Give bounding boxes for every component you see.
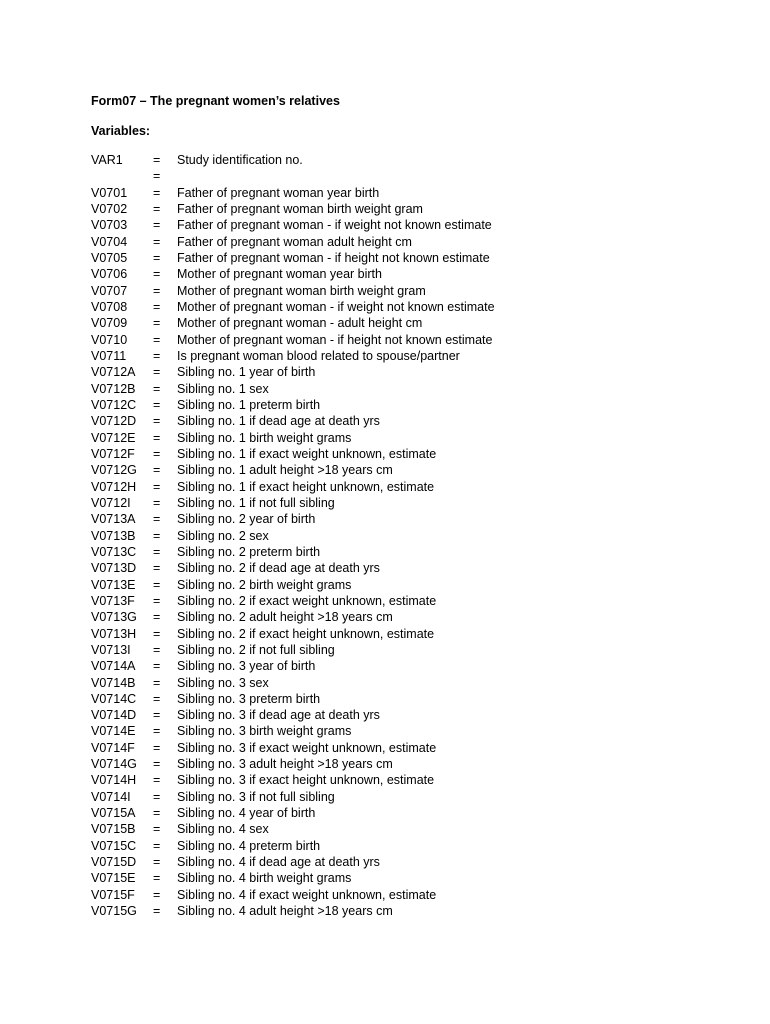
variable-row	[91, 707, 577, 723]
variable-code: V0713H	[91, 626, 137, 641]
equals-sign: =	[153, 528, 161, 543]
variable-description: Sibling no. 3 if exact weight unknown, estimate	[177, 740, 437, 755]
variable-row	[91, 446, 577, 462]
variable-row	[91, 185, 577, 201]
variable-code: V0715F	[91, 887, 135, 902]
variable-row	[91, 315, 577, 331]
variable-description: Mother of pregnant woman year birth	[177, 267, 382, 282]
variable-row	[91, 250, 577, 266]
equals-sign: =	[153, 169, 161, 184]
variable-description: Sibling no. 1 if dead age at death yrs	[177, 414, 380, 429]
variable-code: V0713G	[91, 610, 137, 625]
variable-row	[91, 691, 577, 707]
variable-row	[91, 217, 577, 233]
variable-code	[91, 168, 153, 184]
equals-sign: =	[153, 724, 161, 739]
equals-sign: =	[153, 185, 161, 200]
variable-row	[91, 201, 577, 217]
variable-code: V0714E	[91, 724, 136, 739]
variable-row	[91, 495, 577, 511]
equals-sign: =	[153, 414, 161, 429]
variable-row	[91, 152, 577, 168]
variable-description: Is pregnant woman blood related to spouse/partner	[177, 348, 460, 363]
variable-description: Sibling no. 1 sex	[177, 381, 269, 396]
variable-description: Mother of pregnant woman - if weight not known estimate	[177, 299, 495, 314]
equals-sign: =	[153, 512, 161, 527]
variable-row	[91, 821, 577, 837]
variable-row	[91, 528, 577, 544]
variable-description: Sibling no. 1 if exact height unknown, estimate	[177, 479, 435, 494]
equals-sign: =	[153, 708, 161, 723]
variable-code: V0712F	[91, 446, 135, 461]
variable-code: V0712D	[91, 414, 137, 429]
variable-row	[91, 299, 577, 315]
variable-description: Sibling no. 2 if exact weight unknown, estimate	[177, 593, 437, 608]
equals-sign: =	[153, 806, 161, 821]
variable-code: V0714G	[91, 757, 137, 772]
variable-row	[91, 593, 577, 609]
variable-row	[91, 397, 577, 413]
variables-heading: Variables:	[91, 124, 151, 138]
variable-code: V0714H	[91, 773, 137, 788]
equals-sign: =	[153, 463, 161, 478]
document-title: Form07 – The pregnant women’s relatives	[91, 94, 340, 108]
equals-sign: =	[153, 610, 161, 625]
variable-row	[91, 332, 577, 348]
variable-row	[91, 577, 577, 593]
variable-description: Sibling no. 4 preterm birth	[177, 838, 321, 853]
variable-description: Sibling no. 4 year of birth	[177, 806, 316, 821]
equals-sign: =	[153, 642, 161, 657]
variable-row	[91, 642, 577, 658]
equals-sign: =	[153, 544, 161, 559]
variable-code: V0713A	[91, 512, 136, 527]
equals-sign: =	[153, 593, 161, 608]
variable-row	[91, 560, 577, 576]
variable-code: V0713F	[91, 593, 135, 608]
equals-sign: =	[153, 789, 161, 804]
variable-code: V0715C	[91, 838, 137, 853]
equals-sign: =	[153, 316, 161, 331]
variable-code: V0704	[91, 234, 128, 249]
variable-row	[91, 234, 577, 250]
variable-description: Sibling no. 1 birth weight grams	[177, 430, 352, 445]
variable-description: Father of pregnant woman birth weight gram	[177, 201, 423, 216]
equals-sign: =	[153, 691, 161, 706]
variable-description: Sibling no. 3 birth weight grams	[177, 724, 352, 739]
equals-sign: =	[153, 201, 161, 216]
variable-code: V0712G	[91, 463, 137, 478]
variable-row	[91, 658, 577, 674]
variable-description: Father of pregnant woman adult height cm	[177, 234, 412, 249]
variable-description: Sibling no. 3 year of birth	[177, 659, 316, 674]
variable-code: V0713I	[91, 642, 131, 657]
variable-description: Sibling no. 4 birth weight grams	[177, 871, 352, 886]
equals-sign: =	[153, 659, 161, 674]
variable-row	[91, 283, 577, 299]
variable-code: V0714I	[91, 789, 131, 804]
variable-code: V0714D	[91, 708, 137, 723]
variable-description: Sibling no. 4 if dead age at death yrs	[177, 855, 380, 870]
variable-row	[91, 381, 577, 397]
equals-sign: =	[153, 381, 161, 396]
variable-code: V0714B	[91, 675, 136, 690]
variable-code: V0702	[91, 201, 128, 216]
variable-description: Study identification no.	[177, 153, 303, 167]
equals-sign: =	[153, 446, 161, 461]
equals-sign: =	[153, 332, 161, 347]
variable-code: V0703	[91, 218, 128, 233]
equals-sign: =	[153, 773, 161, 788]
variable-description: Father of pregnant woman - if weight not known estimate	[177, 218, 492, 233]
variable-code: V0714F	[91, 740, 135, 755]
variable-description: Sibling no. 2 if dead age at death yrs	[177, 561, 380, 576]
variable-row	[91, 838, 577, 854]
variable-code: V0712I	[91, 495, 131, 510]
variable-description: Sibling no. 3 adult height >18 years cm	[177, 757, 393, 772]
variable-description: Mother of pregnant woman - adult height cm	[177, 316, 423, 331]
variable-description	[177, 168, 577, 184]
variable-code: V0712A	[91, 365, 136, 380]
equals-sign: =	[153, 267, 161, 282]
equals-sign: =	[153, 626, 161, 641]
equals-sign: =	[153, 495, 161, 510]
variable-description: Mother of pregnant woman - if height not known estimate	[177, 332, 493, 347]
equals-sign: =	[153, 218, 161, 233]
variable-row	[91, 789, 577, 805]
variable-code: V0708	[91, 299, 128, 314]
variable-code: V0705	[91, 250, 128, 265]
equals-sign: =	[153, 904, 161, 919]
variable-code: VAR1	[91, 153, 123, 167]
equals-sign: =	[153, 855, 161, 870]
variable-description: Sibling no. 1 adult height >18 years cm	[177, 463, 393, 478]
variable-row	[91, 772, 577, 788]
variable-description: Sibling no. 2 preterm birth	[177, 544, 321, 559]
variable-code: V0710	[91, 332, 128, 347]
variable-code: V0713D	[91, 561, 137, 576]
variable-code: V0714A	[91, 659, 136, 674]
equals-sign: =	[153, 561, 161, 576]
variable-description: Sibling no. 4 if exact weight unknown, estimate	[177, 887, 437, 902]
variable-code: V0715G	[91, 904, 137, 919]
variable-row	[91, 756, 577, 772]
variable-code: V0709	[91, 316, 128, 331]
variable-row	[91, 805, 577, 821]
variable-code: V0711	[91, 348, 127, 363]
equals-sign: =	[153, 283, 161, 298]
variable-code: V0715B	[91, 822, 136, 837]
variable-description: Sibling no. 2 sex	[177, 528, 269, 543]
variable-row	[91, 430, 577, 446]
variable-row	[91, 854, 577, 870]
variable-row	[91, 740, 577, 756]
variable-description: Sibling no. 2 if exact height unknown, estimate	[177, 626, 435, 641]
variable-description: Father of pregnant woman - if height not known estimate	[177, 250, 490, 265]
variable-row	[91, 887, 577, 903]
equals-sign: =	[153, 757, 161, 772]
equals-sign: =	[153, 740, 161, 755]
variable-row	[91, 364, 577, 380]
variable-row	[91, 479, 577, 495]
equals-sign: =	[153, 234, 161, 249]
variable-row	[91, 462, 577, 478]
variable-code: V0707	[91, 283, 128, 298]
equals-sign: =	[153, 822, 161, 837]
variable-description: Sibling no. 3 sex	[177, 675, 269, 690]
variable-row	[91, 266, 577, 282]
variable-description: Sibling no. 2 if not full sibling	[177, 642, 335, 657]
variable-row	[91, 544, 577, 560]
variable-description: Sibling no. 2 birth weight grams	[177, 577, 352, 592]
variable-row	[91, 626, 577, 642]
variable-description: Sibling no. 3 if dead age at death yrs	[177, 708, 380, 723]
variable-description: Sibling no. 3 if not full sibling	[177, 789, 335, 804]
variable-description: Sibling no. 3 if exact height unknown, estimate	[177, 773, 435, 788]
variable-code: V0713B	[91, 528, 136, 543]
variable-code: V0712E	[91, 430, 136, 445]
equals-sign: =	[153, 430, 161, 445]
equals-sign: =	[153, 348, 161, 363]
variable-row	[91, 511, 577, 527]
variable-description: Mother of pregnant woman birth weight gram	[177, 283, 426, 298]
equals-sign: =	[153, 887, 161, 902]
variable-description: Sibling no. 1 year of birth	[177, 365, 316, 380]
variable-code: V0701	[91, 185, 128, 200]
variable-row	[91, 348, 577, 364]
variable-code: V0712B	[91, 381, 136, 396]
variable-code: V0714C	[91, 691, 137, 706]
variable-code: V0706	[91, 267, 128, 282]
variable-list	[91, 152, 577, 919]
variable-description: Sibling no. 3 preterm birth	[177, 691, 321, 706]
variable-code: V0715D	[91, 855, 137, 870]
equals-sign: =	[153, 479, 161, 494]
equals-sign: =	[153, 871, 161, 886]
equals-sign: =	[153, 397, 161, 412]
variable-row	[91, 723, 577, 739]
variable-row	[91, 413, 577, 429]
variable-code: V0713E	[91, 577, 136, 592]
equals-sign: =	[153, 299, 161, 314]
variable-description: Sibling no. 2 year of birth	[177, 512, 316, 527]
variable-row	[91, 168, 577, 184]
variable-code: V0715A	[91, 806, 136, 821]
variable-description: Sibling no. 1 preterm birth	[177, 397, 321, 412]
variable-description: Sibling no. 1 if not full sibling	[177, 495, 335, 510]
equals-sign: =	[153, 365, 161, 380]
equals-sign: =	[153, 675, 161, 690]
variable-row	[91, 609, 577, 625]
variable-description: Sibling no. 2 adult height >18 years cm	[177, 610, 393, 625]
variable-code: V0715E	[91, 871, 136, 886]
variable-description: Sibling no. 1 if exact weight unknown, estimate	[177, 446, 437, 461]
variable-description: Sibling no. 4 sex	[177, 822, 269, 837]
variable-description: Sibling no. 4 adult height >18 years cm	[177, 904, 393, 919]
variable-row	[91, 903, 577, 919]
equals-sign: =	[153, 838, 161, 853]
variable-row	[91, 870, 577, 886]
variable-row	[91, 675, 577, 691]
variable-code: V0712H	[91, 479, 137, 494]
equals-sign: =	[153, 577, 161, 592]
equals-sign: =	[153, 153, 161, 167]
equals-sign: =	[153, 250, 161, 265]
variable-code: V0713C	[91, 544, 137, 559]
variable-description: Father of pregnant woman year birth	[177, 185, 380, 200]
variable-code: V0712C	[91, 397, 137, 412]
